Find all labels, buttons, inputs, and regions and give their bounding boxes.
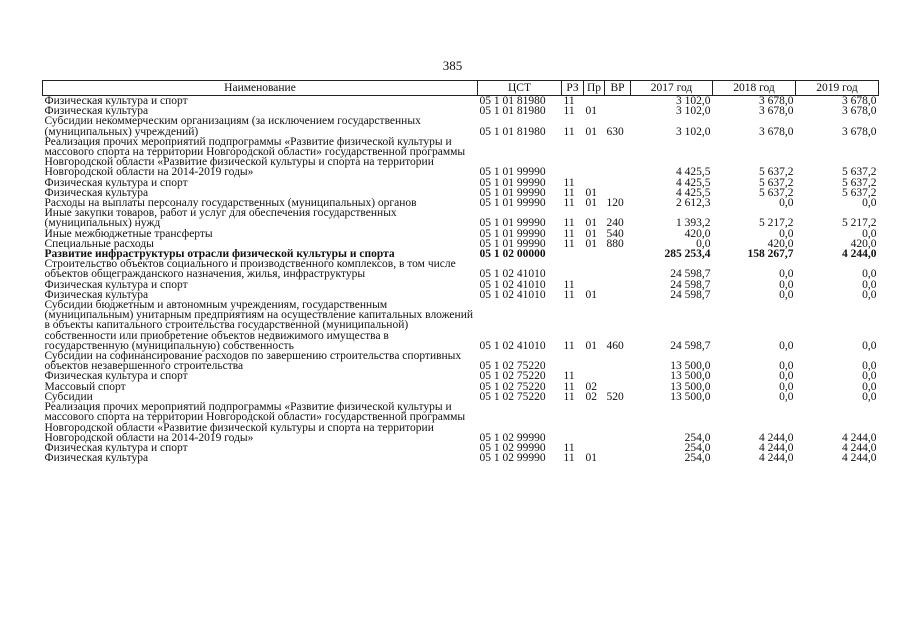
header-pr: Пр bbox=[584, 81, 605, 96]
table-row bbox=[43, 371, 879, 381]
table-row bbox=[43, 351, 879, 371]
cell-name: Физическая культура bbox=[44, 186, 149, 199]
cell-2017: 3 102,0 bbox=[676, 95, 711, 107]
cell-2017: 285 253,4 bbox=[664, 248, 711, 261]
cell-2017: 13 500,0 bbox=[670, 390, 711, 403]
cell-rz: 11 bbox=[563, 339, 575, 352]
cell-pr: 01 bbox=[585, 237, 597, 250]
table-row bbox=[43, 259, 879, 279]
header-name: Наименование bbox=[43, 81, 478, 96]
table-row bbox=[43, 443, 879, 453]
cell-2017: 24 598,7 bbox=[670, 288, 711, 301]
cell-cst: 05 1 02 99990 bbox=[479, 431, 546, 444]
cell-2018: 5 637,2 bbox=[759, 166, 794, 179]
cell-2019: 4 244,0 bbox=[842, 441, 877, 454]
cell-cst: 05 1 02 99990 bbox=[479, 452, 546, 465]
cell-rz: 11 bbox=[563, 95, 575, 107]
cell-2018: 0,0 bbox=[779, 197, 794, 210]
cell-2018: 0,0 bbox=[779, 390, 794, 403]
header-2017: 2017 год bbox=[631, 81, 713, 96]
cell-2017: 3 102,0 bbox=[676, 125, 711, 138]
cell-cst: 05 1 02 41010 bbox=[479, 268, 546, 281]
cell-name: Физическая культура bbox=[44, 452, 149, 465]
cell-2019: 0,0 bbox=[862, 380, 877, 393]
cell-2018: 4 244,0 bbox=[759, 441, 794, 454]
cell-vr bbox=[605, 351, 631, 371]
cell-rz: 11 bbox=[563, 176, 575, 189]
cell-pr bbox=[584, 351, 605, 371]
cell-name: Физическая культура и спорт bbox=[44, 176, 188, 189]
cell-pr: 01 bbox=[585, 288, 597, 301]
cell-2019: 3 678,0 bbox=[842, 125, 877, 138]
cell-rz: 11 bbox=[563, 370, 575, 383]
cell-name: Физическая культура и спорт bbox=[44, 278, 188, 291]
cell-rz: 11 bbox=[563, 452, 575, 465]
cell-cst: 05 1 02 75220 bbox=[479, 390, 546, 403]
cell-cst: 05 1 02 41010 bbox=[479, 278, 546, 291]
cell-cst: 05 1 01 99990 bbox=[479, 166, 546, 179]
cell-2018: 0,0 bbox=[779, 268, 794, 281]
cell-pr: 02 bbox=[585, 390, 597, 403]
table-row bbox=[43, 96, 879, 107]
table-row bbox=[43, 229, 879, 239]
cell-2019: 5 637,2 bbox=[842, 186, 877, 199]
cell-vr bbox=[605, 453, 631, 463]
cell-2017: 254,0 bbox=[684, 431, 711, 444]
cell-2017: 24 598,7 bbox=[670, 278, 711, 291]
cell-vr bbox=[605, 259, 631, 279]
cell-cst: 05 1 01 99990 bbox=[479, 197, 546, 210]
cell-name: Иные закупки товаров, работ и услуг для обеспечения государственных (муниципальных) нужд bbox=[44, 207, 397, 230]
cell-2017: 254,0 bbox=[684, 452, 711, 465]
page-number: 385 bbox=[442, 58, 463, 73]
cell-2018: 5 637,2 bbox=[759, 176, 794, 189]
cell-vr bbox=[605, 96, 631, 107]
cell-2019: 0,0 bbox=[862, 370, 877, 383]
cell-2019: 0,0 bbox=[862, 339, 877, 352]
cell-name: Физическая культура и спорт bbox=[44, 441, 188, 454]
cell-name: Физическая культура и спорт bbox=[44, 370, 188, 383]
cell-pr: 01 bbox=[585, 105, 597, 118]
cell-rz: 11 bbox=[563, 380, 575, 393]
cell-2017: 4 425,5 bbox=[676, 186, 711, 199]
cell-2017: 13 500,0 bbox=[670, 360, 711, 373]
cell-cst: 05 1 02 00000 bbox=[479, 248, 546, 261]
cell-2018: 158 267,7 bbox=[747, 248, 794, 261]
cell-vr: 880 bbox=[606, 237, 624, 250]
cell-2017: 24 598,7 bbox=[670, 268, 711, 281]
table-row bbox=[43, 300, 879, 351]
cell-2017: 420,0 bbox=[684, 227, 711, 240]
cell-vr bbox=[605, 178, 631, 188]
cell-2017: 254,0 bbox=[684, 441, 711, 454]
cell-vr: 540 bbox=[606, 227, 624, 240]
cell-pr: 01 bbox=[585, 197, 597, 210]
cell-name: Физическая культура bbox=[44, 105, 149, 118]
cell-2018: 0,0 bbox=[779, 278, 794, 291]
cell-rz bbox=[562, 402, 584, 443]
cell-2017: 24 598,7 bbox=[670, 339, 711, 352]
cell-2019: 4 244,0 bbox=[842, 452, 877, 465]
cell-2019: 5 217,2 bbox=[842, 217, 877, 230]
cell-rz: 11 bbox=[563, 217, 575, 230]
cell-rz: 11 bbox=[563, 237, 575, 250]
cell-rz: 11 bbox=[563, 227, 575, 240]
cell-name: Субсидии bbox=[44, 390, 93, 403]
cell-2018: 3 678,0 bbox=[759, 105, 794, 118]
cell-2017: 1 393,2 bbox=[676, 217, 711, 230]
cell-2019: 5 637,2 bbox=[842, 166, 877, 179]
cell-2018: 0,0 bbox=[779, 227, 794, 240]
table-row bbox=[43, 208, 879, 228]
cell-vr bbox=[605, 249, 631, 259]
table-header-row bbox=[43, 81, 879, 96]
cell-cst: 05 1 01 99990 bbox=[479, 176, 546, 189]
cell-2019: 0,0 bbox=[862, 278, 877, 291]
cell-pr: 01 bbox=[585, 339, 597, 352]
cell-rz: 11 bbox=[563, 197, 575, 210]
cell-2019: 0,0 bbox=[862, 197, 877, 210]
cell-2017: 0,0 bbox=[696, 237, 711, 250]
cell-cst: 05 1 02 75220 bbox=[479, 360, 546, 373]
cell-name: Субсидии бюджетным и автономным учреждениям, государственным (муниципальным) унитарным предприятиям на осуществление капитальных вложений в объекты капитального строительства государственной (муниципальной) собственности или приобретение объектов недвижимого имущества в государственную (муниципальную) собственность bbox=[44, 299, 474, 352]
table-row bbox=[43, 137, 879, 178]
cell-rz: 11 bbox=[563, 390, 575, 403]
cell-vr: 240 bbox=[606, 217, 624, 230]
cell-2019: 4 244,0 bbox=[842, 431, 877, 444]
cell-name: Физическая культура и спорт bbox=[44, 95, 188, 107]
cell-pr bbox=[584, 249, 605, 259]
cell-vr: 630 bbox=[606, 125, 624, 138]
cell-cst: 05 1 01 81980 bbox=[479, 105, 546, 118]
cell-2018: 3 678,0 bbox=[759, 125, 794, 138]
cell-2019: 4 244,0 bbox=[842, 248, 877, 261]
cell-name: Субсидии некоммерческим организациям (за исключением государственных (муниципальных) учреждений) bbox=[44, 115, 421, 138]
cell-vr bbox=[605, 402, 631, 443]
cell-vr: 120 bbox=[606, 197, 624, 210]
cell-2019: 0,0 bbox=[862, 227, 877, 240]
cell-2019: 0,0 bbox=[862, 268, 877, 281]
cell-cst: 05 1 01 99990 bbox=[479, 227, 546, 240]
cell-rz: 11 bbox=[563, 125, 575, 138]
cell-2018: 0,0 bbox=[779, 360, 794, 373]
cell-pr bbox=[584, 259, 605, 279]
cell-rz: 11 bbox=[563, 441, 575, 454]
cell-rz: 11 bbox=[563, 186, 575, 199]
cell-name: Субсидии на софинансирование расходов по завершению строительства спортивных объектов незавершенного строительства bbox=[44, 350, 462, 373]
cell-cst: 05 1 01 81980 bbox=[479, 95, 546, 107]
cell-vr bbox=[605, 280, 631, 290]
cell-rz bbox=[562, 259, 584, 279]
cell-cst: 05 1 01 81980 bbox=[479, 125, 546, 138]
table-row bbox=[43, 402, 879, 443]
cell-2018: 5 217,2 bbox=[759, 217, 794, 230]
cell-2018: 4 244,0 bbox=[759, 452, 794, 465]
cell-cst: 05 1 01 99990 bbox=[479, 186, 546, 199]
cell-vr bbox=[605, 106, 631, 116]
table-row bbox=[43, 116, 879, 136]
cell-pr: 02 bbox=[585, 380, 597, 393]
cell-name: Реализация прочих мероприятий подпрограммы «Развитие физической культуры и массового спорта на территории Новгородской области» государственной программы Новгородской области «Развитие физической культуры и спорта на территории Новгородской области на 2014-2019 годы» bbox=[44, 401, 466, 444]
cell-2018: 3 678,0 bbox=[759, 95, 794, 107]
cell-cst: 05 1 02 41010 bbox=[479, 288, 546, 301]
cell-2019: 0,0 bbox=[862, 288, 877, 301]
header-2019: 2019 год bbox=[796, 81, 879, 96]
table-body bbox=[43, 96, 879, 464]
cell-rz bbox=[562, 351, 584, 371]
cell-2019: 5 637,2 bbox=[842, 176, 877, 189]
cell-pr bbox=[584, 402, 605, 443]
cell-vr bbox=[605, 137, 631, 178]
cell-pr bbox=[584, 137, 605, 178]
cell-rz bbox=[562, 137, 584, 178]
cell-name: Строительство объектов социального и производственного комплексов, в том числе объектов общегражданского назначения, жилья, инфраструктуры bbox=[44, 258, 456, 281]
cell-2018: 0,0 bbox=[779, 288, 794, 301]
table-row bbox=[43, 453, 879, 463]
cell-2018: 4 244,0 bbox=[759, 431, 794, 444]
header-rz: РЗ bbox=[562, 81, 584, 96]
cell-cst: 05 1 02 99990 bbox=[479, 441, 546, 454]
cell-cst: 05 1 02 41010 bbox=[479, 339, 546, 352]
cell-vr bbox=[605, 443, 631, 453]
header-2018: 2018 год bbox=[713, 81, 796, 96]
cell-vr bbox=[605, 371, 631, 381]
cell-2019: 0,0 bbox=[862, 390, 877, 403]
header-vr: ВР bbox=[605, 81, 631, 96]
cell-2018: 420,0 bbox=[767, 237, 794, 250]
cell-name: Реализация прочих мероприятий подпрограммы «Развитие физической культуры и массового спорта на территории Новгородской области» государственной программы Новгородской области «Развитие физической культуры и спорта на территории Новгородской области на 2014-2019 годы» bbox=[44, 135, 466, 179]
cell-vr: 520 bbox=[606, 390, 624, 403]
cell-2018: 0,0 bbox=[779, 339, 794, 352]
cell-name: Физическая культура bbox=[44, 288, 149, 301]
cell-name: Иные межбюджетные трансферты bbox=[44, 227, 213, 240]
cell-2017: 13 500,0 bbox=[670, 380, 711, 393]
cell-2018: 0,0 bbox=[779, 380, 794, 393]
budget-table bbox=[42, 80, 879, 463]
cell-pr: 01 bbox=[585, 452, 597, 465]
cell-cst: 05 1 02 75220 bbox=[479, 380, 546, 393]
cell-name: Массовый спорт bbox=[44, 380, 126, 393]
cell-2017: 13 500,0 bbox=[670, 370, 711, 383]
cell-cst: 05 1 01 99990 bbox=[479, 237, 546, 250]
table-row bbox=[43, 382, 879, 392]
cell-name: Расходы на выплаты персоналу государственных (муниципальных) органов bbox=[44, 197, 417, 210]
table-row bbox=[43, 280, 879, 290]
cell-rz: 11 bbox=[563, 105, 575, 118]
cell-pr: 01 bbox=[585, 217, 597, 230]
cell-2019: 0,0 bbox=[862, 360, 877, 373]
cell-cst: 05 1 01 99990 bbox=[479, 217, 546, 230]
cell-2017: 2 612,3 bbox=[676, 197, 711, 210]
cell-name: Развитие инфраструктуры отрасли физической культуры и спорта bbox=[44, 248, 395, 261]
cell-2019: 3 678,0 bbox=[842, 95, 877, 107]
cell-rz bbox=[562, 249, 584, 259]
cell-2017: 3 102,0 bbox=[676, 105, 711, 118]
header-cst: ЦСТ bbox=[478, 81, 562, 96]
cell-name: Специальные расходы bbox=[44, 237, 154, 250]
cell-cst: 05 1 02 75220 bbox=[479, 370, 546, 383]
cell-pr: 01 bbox=[585, 125, 597, 138]
cell-pr: 01 bbox=[585, 186, 597, 199]
cell-rz: 11 bbox=[563, 288, 575, 301]
cell-rz: 11 bbox=[563, 278, 575, 291]
table-row bbox=[43, 178, 879, 188]
cell-2017: 4 425,5 bbox=[676, 166, 711, 179]
cell-2019: 420,0 bbox=[850, 237, 877, 250]
cell-2018: 0,0 bbox=[779, 370, 794, 383]
cell-2017: 4 425,5 bbox=[676, 176, 711, 189]
cell-vr bbox=[605, 290, 631, 300]
cell-vr: 460 bbox=[606, 339, 624, 352]
cell-pr: 01 bbox=[585, 227, 597, 240]
cell-2018: 5 637,2 bbox=[759, 186, 794, 199]
cell-2019: 3 678,0 bbox=[842, 105, 877, 118]
